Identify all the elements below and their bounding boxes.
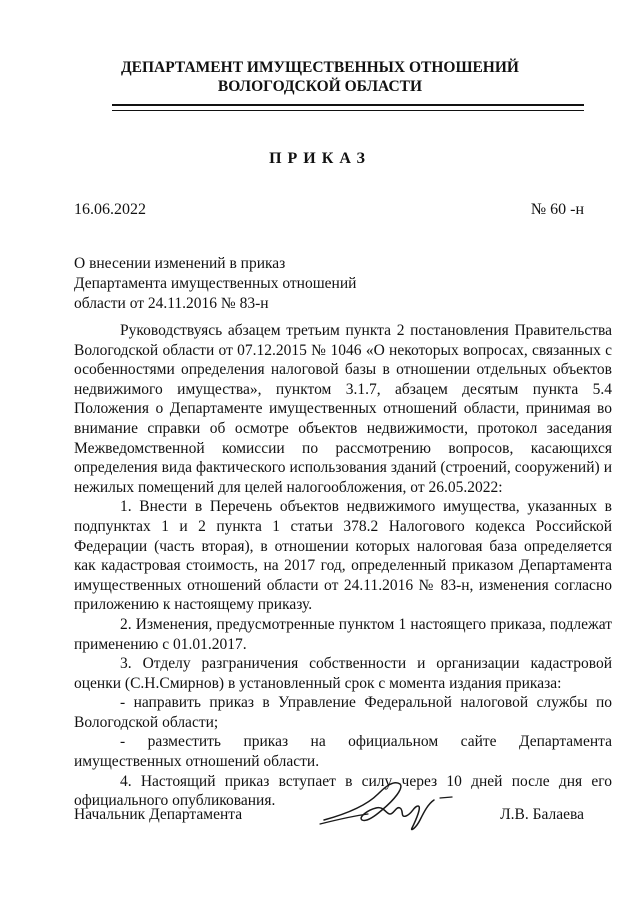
header-line-1: ДЕПАРТАМЕНТ ИМУЩЕСТВЕННЫХ ОТНОШЕНИЙ [121, 59, 519, 76]
subject-line: Департамента имущественных отношений [74, 275, 357, 292]
header-thin-rule [112, 110, 584, 111]
clause-3-paragraph: 3. Отделу разграничения собственности и организации кадастровой оценки (С.Н.Смирнов) в установленный срок с момента издания приказа: [74, 655, 612, 692]
preamble-paragraph: Руководствуясь абзацем третьим пункта 2 постановления Правительства Вологодской области от 07.12.2015 № 1046 «О некоторых вопросах, связанных с особенностями определения налоговой базы в отношении отдельных объектов недвижимого имущества», пунктом 3.1.7, абзацем десятым пункта 5.4 Положения о Департаменте имущественных отношений области, принимая во внимание справки об осмотре объектов недвижимости, протокол заседания Межведомственной комиссии по рассмотрению вопросов, касающихся определения вида фактического использования зданий (строений, сооружений) и нежилых помещений для целей налогообложения, от 26.05.2022: [74, 322, 612, 496]
handwritten-signature [316, 770, 456, 840]
document-body [74, 321, 612, 811]
document-type-title: ПРИКАЗ [269, 150, 371, 167]
document-date: 16.06.2022 [74, 201, 146, 218]
signer-title: Начальник Департамента [74, 806, 243, 823]
subject-line: области от 24.11.2016 № 83-н [74, 295, 269, 312]
department-header [0, 58, 640, 96]
signer-name: Л.В. Балаева [500, 806, 584, 823]
clause-1-paragraph: 1. Внести в Перечень объектов недвижимого имущества, указанных в подпунктах 1 и 2 пункта 1 статьи 378.2 Налогового кодекса Российской Федерации (часть вторая), в отношении которых налоговая база определяется как кадастровая стоимость, на 2017 год, определенный приказом Департамента имущественных отношений области от 24.11.2016 № 83-н, изменения согласно приложению к настоящему приказу. [74, 498, 612, 614]
clause-2-paragraph: 2. Изменения, предусмотренные пунктом 1 настоящего приказа, подлежат применению с 01.01.2017. [74, 615, 612, 653]
clause-3-item-1: - направить приказ в Управление Федеральной налоговой службы по Вологодской области; [74, 694, 612, 731]
header-line-2: ВОЛОГОДСКОЙ ОБЛАСТИ [217, 78, 423, 95]
document-subject [74, 254, 356, 314]
document-number: № 60 -н [530, 201, 584, 218]
header-thick-rule [112, 104, 584, 106]
subject-line: О внесении изменений в приказ [74, 255, 286, 272]
clause-4-paragraph: 4. Настоящий приказ вступает в силу через 10 дней после дня его официального опубликования. [74, 772, 612, 810]
clause-3-item-2: - разместить приказ на официальном сайте Департамента имущественных отношений области. [74, 733, 612, 771]
